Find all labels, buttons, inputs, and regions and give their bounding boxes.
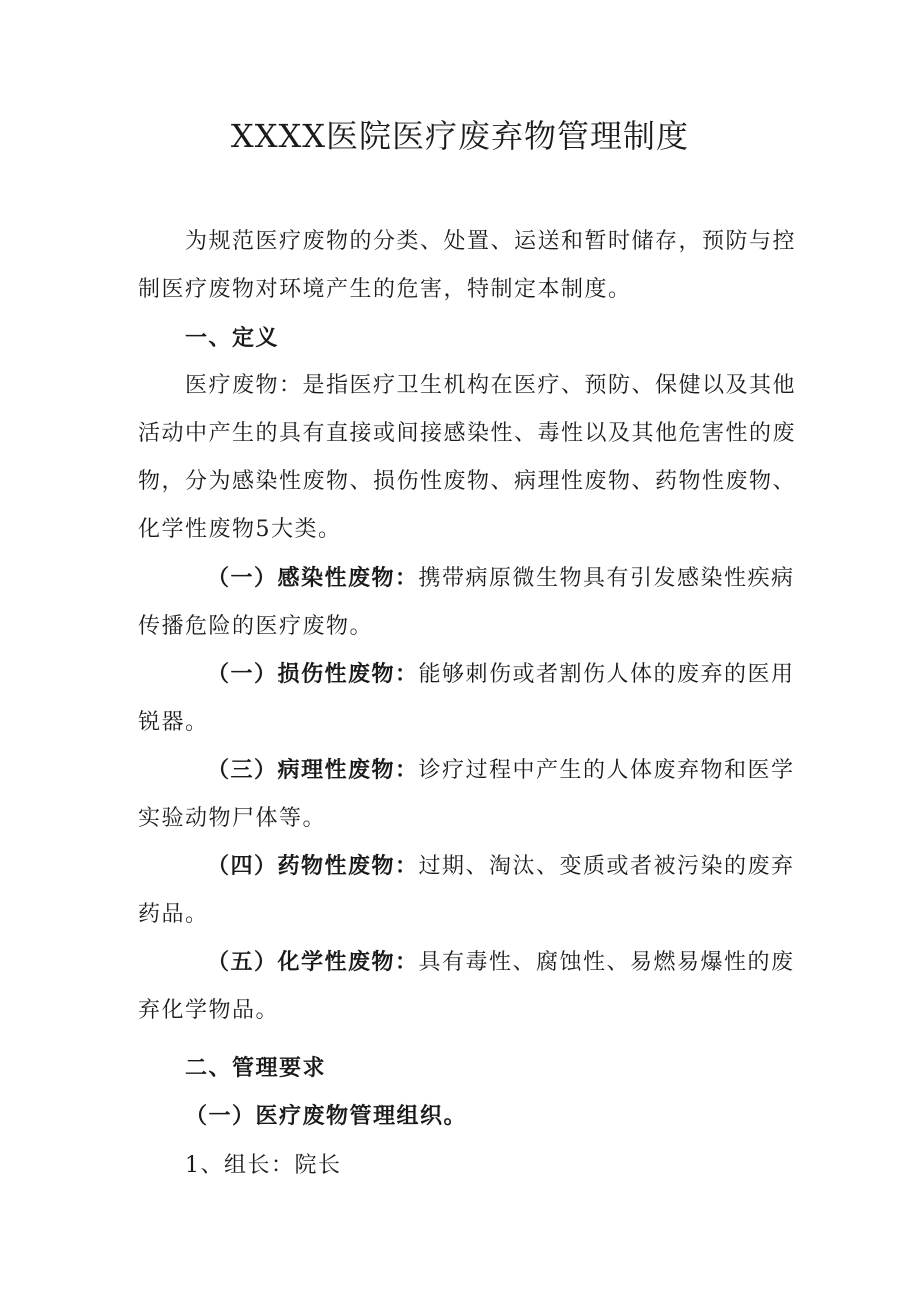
item-label: （一）感染性废物：: [207, 565, 419, 591]
item-pathological: [138, 746, 798, 843]
item-text: 携带病原微生物具有引发感染性疾病传播危险的医疗废物。: [138, 566, 795, 639]
item-text: 能够刺伤或者割伤人体的废弃的医用锐器。: [138, 662, 795, 735]
section1-heading: 一、定义: [185, 325, 280, 351]
definition-paragraph: 医疗废物：是指医疗卫生机构在医疗、预防、保健以及其他活动中产生的具有直接或间接感染性、毒性以及其他危害性的废物，分为感染性废物、损伤性废物、病理性废物、药物性废物、化学性废物5大类。: [138, 373, 797, 542]
item-text: 具有毒性、腐蚀性、易燃易爆性的废弃化学物品。: [138, 950, 795, 1023]
item-infectious: [138, 554, 798, 651]
item-label: （五）化学性废物：: [207, 949, 419, 975]
section2-line1: 1、组长：院长: [185, 1153, 342, 1178]
intro-paragraph: 为规范医疗废物的分类、处置、运送和暂时储存，预防与控制医疗废物对环境产生的危害，特制定本制度。: [138, 229, 797, 302]
item-injurious: [138, 650, 798, 747]
item-label: （三）病理性废物：: [207, 757, 419, 783]
document-title: XXXX医院医疗废弃物管理制度: [230, 117, 690, 155]
item-label: （一）损伤性废物：: [207, 661, 419, 687]
item-chemical: [138, 938, 798, 1035]
section2-heading: 二、管理要求: [185, 1055, 327, 1081]
item-label: （四）药物性废物：: [207, 853, 419, 879]
item-text: 诊疗过程中产生的人体废弃物和医学实验动物尸体等。: [138, 758, 795, 831]
item-text: 过期、淘汰、变质或者被污染的废弃药品。: [138, 854, 795, 927]
section2-sub1: （一）医疗废物管理组织。: [185, 1103, 468, 1129]
item-pharmaceutical: [138, 842, 798, 939]
